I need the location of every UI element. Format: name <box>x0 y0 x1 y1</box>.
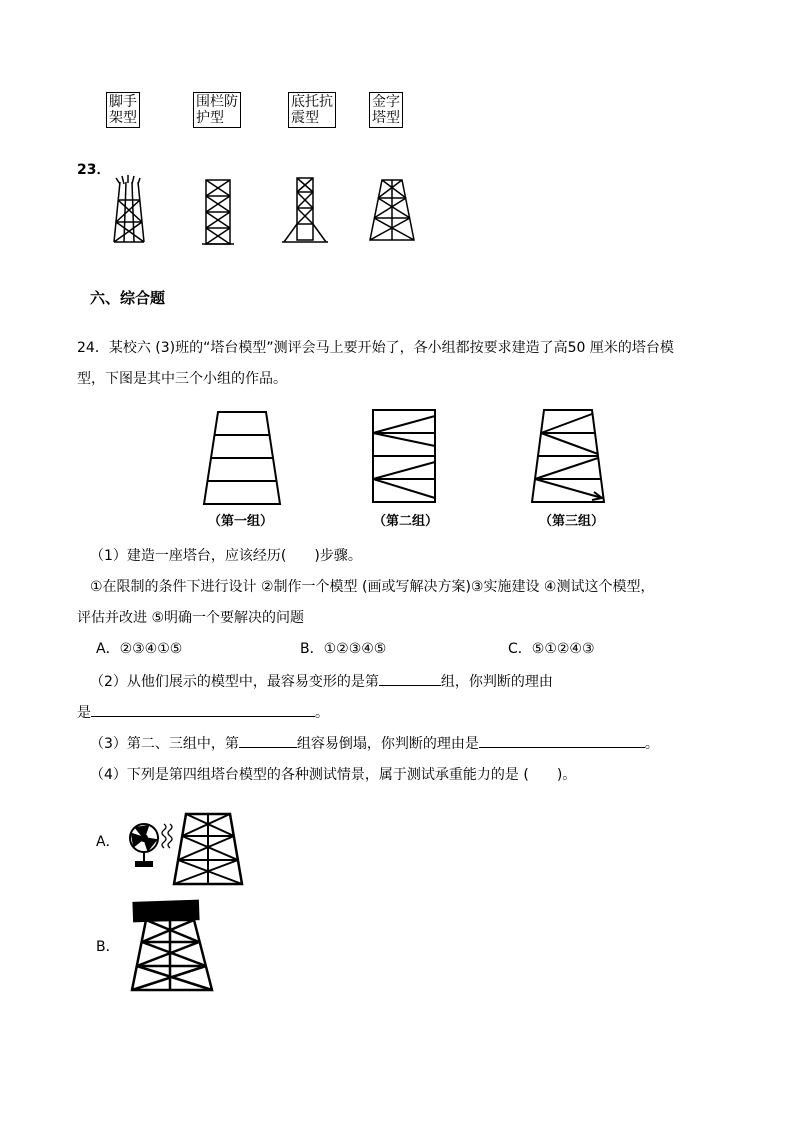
answer-blank[interactable] <box>379 671 441 686</box>
label-box-text: 围栏防 <box>196 94 238 110</box>
label-box-pyramid <box>369 92 403 128</box>
sub-question-3 <box>90 733 659 754</box>
question-number: 23． <box>77 162 111 178</box>
fan-test-illustration <box>126 810 246 890</box>
answer-blank[interactable] <box>91 702 315 717</box>
choice-b-label[interactable]: B． <box>96 939 120 955</box>
tower-illustration <box>280 174 330 248</box>
label-box-text: 塔型 <box>372 110 400 126</box>
option-c[interactable]: C．⑤①②④③ <box>508 641 595 657</box>
group3-caption: （第三组） <box>539 514 605 529</box>
label-box-fence <box>193 92 241 128</box>
group2-model <box>368 406 440 506</box>
label-box-text: 金字 <box>372 94 400 110</box>
question-text: （2）从他们展示的模型中，最容易变形的是第 <box>90 674 379 690</box>
question-text: 组，你判断的理由 <box>440 674 553 690</box>
label-box-text: 脚手 <box>109 94 137 110</box>
group3-model <box>528 406 610 506</box>
tower-illustration <box>366 176 418 246</box>
group1-caption: （第一组） <box>208 514 274 529</box>
steps-line: 评估并改进 ⑤明确一个要解决的问题 <box>77 610 305 626</box>
answer-blank[interactable] <box>239 733 297 748</box>
question-text: 24．某校六 (3)班的“塔台模型”测评会马上要开始了，各小组都按要求建造了高50 厘米的塔台模 <box>77 340 674 356</box>
choice-a-label[interactable]: A． <box>96 834 120 850</box>
steps-line: ①在限制的条件下进行设计 ②制作一个模型 (画或写解决方案)③实施建设 ④测试这个模型， <box>90 579 655 595</box>
tower-illustration <box>108 172 150 248</box>
section-title: 六、综合题 <box>90 289 166 307</box>
label-box-text: 底托抗 <box>291 94 333 110</box>
sub-question-1: （1）建造一座塔台，应该经历( )步骤。 <box>90 548 362 564</box>
sub-question-4: （4）下列是第四组塔台模型的各种测试情景，属于测试承重能力的是 ( )。 <box>90 767 577 783</box>
question-text: 型，下图是其中三个小组的作品。 <box>77 371 287 387</box>
option-b[interactable]: B．①②③④⑤ <box>300 641 387 657</box>
question-text: 是 <box>77 705 91 721</box>
sub-question-2-cont <box>77 702 329 723</box>
label-box-text: 架型 <box>109 110 137 126</box>
group1-model <box>200 408 284 508</box>
question-text: 。 <box>644 736 659 752</box>
question-text: （3）第二、三组中，第 <box>90 736 239 752</box>
group2-caption: （第二组） <box>373 514 439 529</box>
answer-blank[interactable] <box>479 733 645 748</box>
question-text: 。 <box>315 705 329 721</box>
label-box-text: 护型 <box>196 110 224 126</box>
tower-illustration <box>198 176 238 248</box>
option-a[interactable]: A．②③④①⑤ <box>96 641 183 657</box>
label-box-text: 震型 <box>291 110 319 126</box>
question-text: 组容易倒塌，你判断的理由是 <box>296 736 479 752</box>
label-box-base <box>288 92 336 128</box>
weight-test-illustration <box>128 898 220 994</box>
sub-question-2 <box>90 671 553 692</box>
label-box-scaffold <box>106 92 140 128</box>
